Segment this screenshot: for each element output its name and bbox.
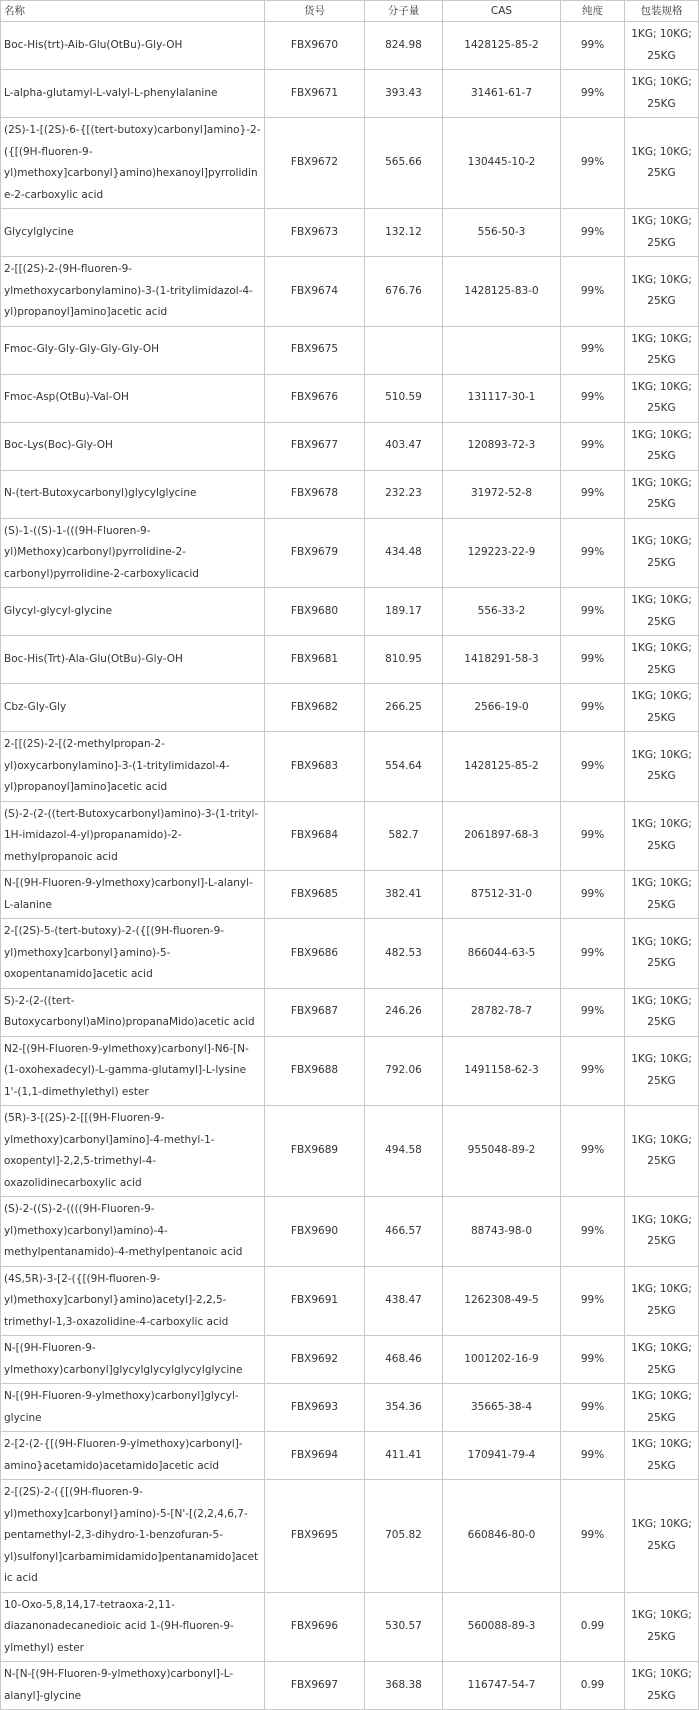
cas-cell: 28782-78-7 — [443, 988, 561, 1036]
purity-cell: 0.99 — [561, 1662, 625, 1710]
purity-cell: 99% — [561, 1036, 625, 1106]
product-name-cell: L-alpha-glutamyl-L-valyl-L-phenylalanine — [1, 70, 265, 118]
molecular-weight-cell: 792.06 — [365, 1036, 443, 1106]
product-name-cell: (S)-2-((S)-2-((((9H-Fluoren-9-yl)methoxy)carbonyl)amino)-4-methylpentanamido)-4-methylpentanoic acid — [1, 1197, 265, 1267]
cas-cell: 955048-89-2 — [443, 1106, 561, 1197]
sku-cell: FBX9671 — [265, 70, 365, 118]
packaging-cell: 1KG; 10KG; 25KG — [625, 732, 699, 802]
packaging-cell: 1KG; 10KG; 25KG — [625, 1197, 699, 1267]
packaging-cell: 1KG; 10KG; 25KG — [625, 1480, 699, 1593]
product-name-cell: 2-[(2S)-2-({[(9H-fluoren-9-yl)methoxy]carbonyl}amino)-5-[N'-[(2,2,4,6,7-pentamethyl-2,3-dihydro-1-benzofuran-5-yl)sulfonyl]carbamimidamido]pentanamido]acetic acid — [1, 1480, 265, 1593]
product-name-cell: (S)-1-((S)-1-(((9H-Fluoren-9-yl)Methoxy)carbonyl)pyrrolidine-2-carbonyl)pyrrolidine-2-carboxylicacid — [1, 518, 265, 588]
sku-cell: FBX9697 — [265, 1662, 365, 1710]
molecular-weight-cell: 266.25 — [365, 684, 443, 732]
sku-cell: FBX9678 — [265, 470, 365, 518]
cas-cell: 1428125-85-2 — [443, 22, 561, 70]
molecular-weight-cell: 411.41 — [365, 1432, 443, 1480]
purity-cell: 99% — [561, 919, 625, 989]
molecular-weight-cell: 554.64 — [365, 732, 443, 802]
molecular-weight-cell: 354.36 — [365, 1384, 443, 1432]
packaging-cell: 1KG; 10KG; 25KG — [625, 422, 699, 470]
sku-cell: FBX9682 — [265, 684, 365, 732]
header-purity: 纯度 — [561, 1, 625, 22]
product-name-cell: 2-[[(2S)-2-[(2-methylpropan-2-yl)oxycarbonylamino]-3-(1-tritylimidazol-4-yl)propanoyl]amino]acetic acid — [1, 732, 265, 802]
molecular-weight-cell: 403.47 — [365, 422, 443, 470]
packaging-cell: 1KG; 10KG; 25KG — [625, 988, 699, 1036]
header-packaging: 包装规格 — [625, 1, 699, 22]
molecular-weight-cell: 565.66 — [365, 118, 443, 209]
cas-cell: 1418291-58-3 — [443, 636, 561, 684]
table-row — [1, 422, 699, 470]
molecular-weight-cell: 382.41 — [365, 871, 443, 919]
molecular-weight-cell: 824.98 — [365, 22, 443, 70]
molecular-weight-cell: 530.57 — [365, 1592, 443, 1662]
cas-cell: 131117-30-1 — [443, 374, 561, 422]
product-name-cell: Boc-His(trt)-Aib-Glu(OtBu)-Gly-OH — [1, 22, 265, 70]
cas-cell: 129223-22-9 — [443, 518, 561, 588]
packaging-cell: 1KG; 10KG; 25KG — [625, 919, 699, 989]
cas-cell: 560088-89-3 — [443, 1592, 561, 1662]
table-row — [1, 1480, 699, 1593]
table-row — [1, 1036, 699, 1106]
purity-cell: 99% — [561, 1336, 625, 1384]
packaging-cell: 1KG; 10KG; 25KG — [625, 209, 699, 257]
cas-cell — [443, 326, 561, 374]
table-body — [1, 22, 699, 1710]
packaging-cell: 1KG; 10KG; 25KG — [625, 1662, 699, 1710]
product-name-cell: Glycylglycine — [1, 209, 265, 257]
cas-cell: 31972-52-8 — [443, 470, 561, 518]
molecular-weight-cell: 393.43 — [365, 70, 443, 118]
sku-cell: FBX9670 — [265, 22, 365, 70]
molecular-weight-cell: 494.58 — [365, 1106, 443, 1197]
table-row — [1, 326, 699, 374]
packaging-cell: 1KG; 10KG; 25KG — [625, 518, 699, 588]
molecular-weight-cell: 232.23 — [365, 470, 443, 518]
sku-cell: FBX9692 — [265, 1336, 365, 1384]
sku-cell: FBX9684 — [265, 801, 365, 871]
header-name: 名称 — [1, 1, 265, 22]
packaging-cell: 1KG; 10KG; 25KG — [625, 118, 699, 209]
sku-cell: FBX9679 — [265, 518, 365, 588]
sku-cell: FBX9686 — [265, 919, 365, 989]
table-row — [1, 871, 699, 919]
sku-cell: FBX9696 — [265, 1592, 365, 1662]
table-row — [1, 118, 699, 209]
purity-cell: 99% — [561, 422, 625, 470]
product-name-cell: Glycyl-glycyl-glycine — [1, 588, 265, 636]
purity-cell: 99% — [561, 470, 625, 518]
purity-cell: 99% — [561, 801, 625, 871]
header-cas: CAS — [443, 1, 561, 22]
packaging-cell: 1KG; 10KG; 25KG — [625, 22, 699, 70]
sku-cell: FBX9689 — [265, 1106, 365, 1197]
product-name-cell: Fmoc-Gly-Gly-Gly-Gly-Gly-OH — [1, 326, 265, 374]
table-row — [1, 1197, 699, 1267]
purity-cell: 99% — [561, 1432, 625, 1480]
packaging-cell: 1KG; 10KG; 25KG — [625, 1336, 699, 1384]
cas-cell: 1262308-49-5 — [443, 1266, 561, 1336]
purity-cell: 99% — [561, 70, 625, 118]
packaging-cell: 1KG; 10KG; 25KG — [625, 801, 699, 871]
table-row — [1, 988, 699, 1036]
header-row — [1, 1, 699, 22]
purity-cell: 99% — [561, 988, 625, 1036]
table-header — [1, 1, 699, 22]
molecular-weight-cell: 482.53 — [365, 919, 443, 989]
sku-cell: FBX9675 — [265, 326, 365, 374]
sku-cell: FBX9691 — [265, 1266, 365, 1336]
product-name-cell: 2-[(2S)-5-(tert-butoxy)-2-({[(9H-fluoren-9-yl)methoxy]carbonyl}amino)-5-oxopentanamido]acetic acid — [1, 919, 265, 989]
packaging-cell: 1KG; 10KG; 25KG — [625, 1384, 699, 1432]
table-row — [1, 374, 699, 422]
table-row — [1, 1432, 699, 1480]
table-row — [1, 1336, 699, 1384]
molecular-weight-cell: 582.7 — [365, 801, 443, 871]
product-name-cell: 2-[2-(2-{[(9H-Fluoren-9-ylmethoxy)carbonyl]-amino}acetamido)acetamido]acetic acid — [1, 1432, 265, 1480]
sku-cell: FBX9673 — [265, 209, 365, 257]
packaging-cell: 1KG; 10KG; 25KG — [625, 257, 699, 327]
product-name-cell: (5R)-3-[(2S)-2-[[(9H-Fluoren-9-ylmethoxy)carbonyl]amino]-4-methyl-1-oxopentyl]-2,2,5-trimethyl-4-oxazolidinecarboxylic acid — [1, 1106, 265, 1197]
cas-cell: 556-50-3 — [443, 209, 561, 257]
packaging-cell: 1KG; 10KG; 25KG — [625, 1106, 699, 1197]
product-name-cell: Fmoc-Asp(OtBu)-Val-OH — [1, 374, 265, 422]
sku-cell: FBX9680 — [265, 588, 365, 636]
product-name-cell: (2S)-1-[(2S)-6-{[(tert-butoxy)carbonyl]amino}-2-({[(9H-fluoren-9-yl)methoxy]carbonyl}amino)hexanoyl]pyrrolidine-2-carboxylic acid — [1, 118, 265, 209]
molecular-weight-cell — [365, 326, 443, 374]
packaging-cell: 1KG; 10KG; 25KG — [625, 1592, 699, 1662]
product-name-cell: 10-Oxo-5,8,14,17-tetraoxa-2,11-diazanonadecanedioic acid 1-(9H-fluoren-9-ylmethyl) ester — [1, 1592, 265, 1662]
cas-cell: 660846-80-0 — [443, 1480, 561, 1593]
sku-cell: FBX9674 — [265, 257, 365, 327]
product-name-cell: 2-[[(2S)-2-(9H-fluoren-9-ylmethoxycarbonylamino)-3-(1-tritylimidazol-4-yl)propanoyl]amino]acetic acid — [1, 257, 265, 327]
molecular-weight-cell: 438.47 — [365, 1266, 443, 1336]
packaging-cell: 1KG; 10KG; 25KG — [625, 374, 699, 422]
cas-cell: 1491158-62-3 — [443, 1036, 561, 1106]
sku-cell: FBX9687 — [265, 988, 365, 1036]
table-row — [1, 518, 699, 588]
product-name-cell: S)-2-(2-((tert-Butoxycarbonyl)aMino)propanaMido)acetic acid — [1, 988, 265, 1036]
purity-cell: 99% — [561, 1106, 625, 1197]
purity-cell: 99% — [561, 22, 625, 70]
table-row — [1, 919, 699, 989]
purity-cell: 99% — [561, 1384, 625, 1432]
purity-cell: 99% — [561, 1266, 625, 1336]
cas-cell: 31461-61-7 — [443, 70, 561, 118]
sku-cell: FBX9676 — [265, 374, 365, 422]
table-row — [1, 22, 699, 70]
table-row — [1, 684, 699, 732]
packaging-cell: 1KG; 10KG; 25KG — [625, 636, 699, 684]
molecular-weight-cell: 705.82 — [365, 1480, 443, 1593]
sku-cell: FBX9693 — [265, 1384, 365, 1432]
table-row — [1, 588, 699, 636]
purity-cell: 99% — [561, 209, 625, 257]
cas-cell: 1428125-85-2 — [443, 732, 561, 802]
sku-cell: FBX9681 — [265, 636, 365, 684]
purity-cell: 99% — [561, 1480, 625, 1593]
cas-cell: 2061897-68-3 — [443, 801, 561, 871]
molecular-weight-cell: 434.48 — [365, 518, 443, 588]
molecular-weight-cell: 466.57 — [365, 1197, 443, 1267]
table-row — [1, 1106, 699, 1197]
molecular-weight-cell: 132.12 — [365, 209, 443, 257]
product-name-cell: (4S,5R)-3-[2-({[(9H-fluoren-9-yl)methoxy]carbonyl}amino)acetyl]-2,2,5-trimethyl-1,3-oxazolidine-4-carboxylic acid — [1, 1266, 265, 1336]
purity-cell: 0.99 — [561, 1592, 625, 1662]
purity-cell: 99% — [561, 518, 625, 588]
sku-cell: FBX9677 — [265, 422, 365, 470]
table-row — [1, 732, 699, 802]
molecular-weight-cell: 468.46 — [365, 1336, 443, 1384]
purity-cell: 99% — [561, 1197, 625, 1267]
product-name-cell: N-[(9H-Fluoren-9-ylmethoxy)carbonyl]-L-alanyl-L-alanine — [1, 871, 265, 919]
product-name-cell: N-[N-[(9H-Fluoren-9-ylmethoxy)carbonyl]-L-alanyl]-glycine — [1, 1662, 265, 1710]
molecular-weight-cell: 810.95 — [365, 636, 443, 684]
packaging-cell: 1KG; 10KG; 25KG — [625, 588, 699, 636]
purity-cell: 99% — [561, 871, 625, 919]
cas-cell: 120893-72-3 — [443, 422, 561, 470]
product-name-cell: N-[(9H-Fluoren-9-ylmethoxy)carbonyl]glycylglycylglycylglycine — [1, 1336, 265, 1384]
molecular-weight-cell: 676.76 — [365, 257, 443, 327]
packaging-cell: 1KG; 10KG; 25KG — [625, 871, 699, 919]
molecular-weight-cell: 246.26 — [365, 988, 443, 1036]
sku-cell: FBX9690 — [265, 1197, 365, 1267]
cas-cell: 170941-79-4 — [443, 1432, 561, 1480]
cas-cell: 2566-19-0 — [443, 684, 561, 732]
sku-cell: FBX9694 — [265, 1432, 365, 1480]
molecular-weight-cell: 189.17 — [365, 588, 443, 636]
sku-cell: FBX9685 — [265, 871, 365, 919]
purity-cell: 99% — [561, 118, 625, 209]
packaging-cell: 1KG; 10KG; 25KG — [625, 70, 699, 118]
packaging-cell: 1KG; 10KG; 25KG — [625, 684, 699, 732]
purity-cell: 99% — [561, 636, 625, 684]
table-row — [1, 801, 699, 871]
cas-cell: 556-33-2 — [443, 588, 561, 636]
purity-cell: 99% — [561, 588, 625, 636]
cas-cell: 88743-98-0 — [443, 1197, 561, 1267]
product-name-cell: Boc-Lys(Boc)-Gly-OH — [1, 422, 265, 470]
sku-cell: FBX9695 — [265, 1480, 365, 1593]
cas-cell: 116747-54-7 — [443, 1662, 561, 1710]
sku-cell: FBX9672 — [265, 118, 365, 209]
packaging-cell: 1KG; 10KG; 25KG — [625, 326, 699, 374]
table-row — [1, 1266, 699, 1336]
molecular-weight-cell: 368.38 — [365, 1662, 443, 1710]
sku-cell: FBX9688 — [265, 1036, 365, 1106]
table-row — [1, 209, 699, 257]
product-name-cell: Cbz-Gly-Gly — [1, 684, 265, 732]
table-row — [1, 1662, 699, 1710]
cas-cell: 35665-38-4 — [443, 1384, 561, 1432]
cas-cell: 1001202-16-9 — [443, 1336, 561, 1384]
cas-cell: 130445-10-2 — [443, 118, 561, 209]
sku-cell: FBX9683 — [265, 732, 365, 802]
product-name-cell: N2-[(9H-Fluoren-9-ylmethoxy)carbonyl]-N6-[N-(1-oxohexadecyl)-L-gamma-glutamyl]-L-lysine 1'-(1,1-dimethylethyl) ester — [1, 1036, 265, 1106]
product-name-cell: N-[(9H-Fluoren-9-ylmethoxy)carbonyl]glycyl-glycine — [1, 1384, 265, 1432]
cas-cell: 1428125-83-0 — [443, 257, 561, 327]
packaging-cell: 1KG; 10KG; 25KG — [625, 1432, 699, 1480]
table-row — [1, 70, 699, 118]
packaging-cell: 1KG; 10KG; 25KG — [625, 470, 699, 518]
purity-cell: 99% — [561, 257, 625, 327]
table-row — [1, 257, 699, 327]
product-name-cell: N-(tert-Butoxycarbonyl)glycylglycine — [1, 470, 265, 518]
product-name-cell: Boc-His(Trt)-Ala-Glu(OtBu)-Gly-OH — [1, 636, 265, 684]
purity-cell: 99% — [561, 732, 625, 802]
packaging-cell: 1KG; 10KG; 25KG — [625, 1036, 699, 1106]
table-row — [1, 636, 699, 684]
header-sku: 货号 — [265, 1, 365, 22]
cas-cell: 87512-31-0 — [443, 871, 561, 919]
product-name-cell: (S)-2-(2-((tert-Butoxycarbonyl)amino)-3-(1-trityl-1H-imidazol-4-yl)propanamido)-2-methylpropanoic acid — [1, 801, 265, 871]
header-molecular-weight: 分子量 — [365, 1, 443, 22]
molecular-weight-cell: 510.59 — [365, 374, 443, 422]
packaging-cell: 1KG; 10KG; 25KG — [625, 1266, 699, 1336]
purity-cell: 99% — [561, 374, 625, 422]
table-row — [1, 1384, 699, 1432]
cas-cell: 866044-63-5 — [443, 919, 561, 989]
purity-cell: 99% — [561, 684, 625, 732]
table-row — [1, 470, 699, 518]
purity-cell: 99% — [561, 326, 625, 374]
table-row — [1, 1592, 699, 1662]
